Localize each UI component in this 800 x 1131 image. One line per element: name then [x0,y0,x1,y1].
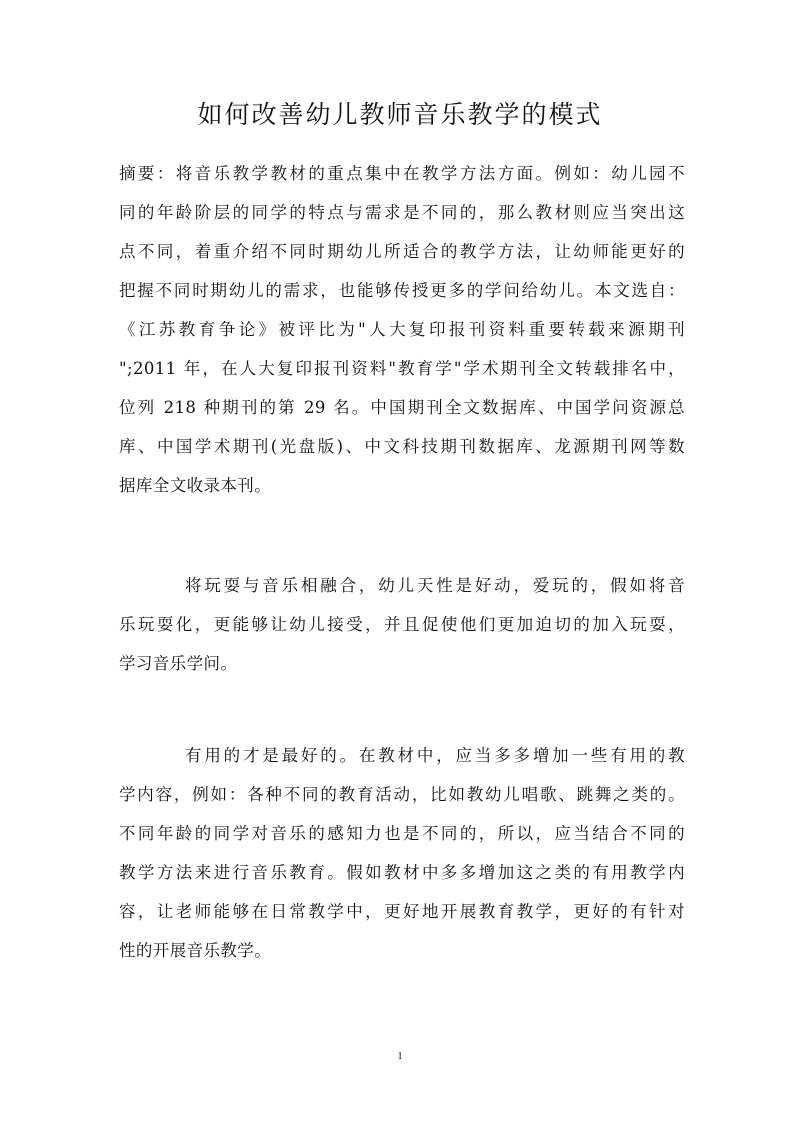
abstract-line: 位列 218 种期刊的第 29 名。中国期刊全文数据库、中国学问资源总 [119,398,685,417]
paragraph-line: 乐玩耍化，更能够让幼儿接受，并且促使他们更加迫切的加入玩耍， [119,615,685,634]
paragraph-line: 学习音乐学问。 [119,654,238,673]
abstract-line: 同的年龄阶层的同学的特点与需求是不同的，那么教材则应当突出这 [119,203,685,222]
paragraph-line: 不同年龄的同学对音乐的感知力也是不同的，所以，应当结合不同的 [119,824,685,843]
paragraph-line: 容，让老师能够在日常教学中，更好地开展教育教学，更好的有针对 [119,902,685,921]
abstract-line: 摘要：将音乐教学教材的重点集中在教学方法方面。例如：幼儿园不 [119,164,685,183]
paragraph-line: 将玩耍与音乐相融合，幼儿天性是好动，爱玩的，假如将音 [185,576,685,595]
abstract-line: ";2011 年，在人大复印报刊资料"教育学"学术期刊全文转载排名中， [119,359,685,378]
abstract-line: 据库全文收录本刊。 [119,476,272,495]
page-number: 1 [397,1050,403,1062]
abstract-line: 《江苏教育争论》被评比为"人大复印报刊资料重要转载来源期刊 [119,320,685,339]
abstract-paragraph [119,154,685,505]
paragraph-line: 性的开展音乐教学。 [119,941,272,960]
abstract-line: 把握不同时期幼儿的需求，也能够传授更多的学问给幼儿。本文选自： [119,281,685,300]
paragraph-1 [119,566,685,683]
abstract-line: 库、中国学术期刊(光盘版)、中文科技期刊数据库、龙源期刊网等数 [119,437,685,456]
paragraph-line: 教学方法来进行音乐教育。假如教材中多多增加这之类的有用教学内 [119,863,685,882]
document-title: 如何改善幼儿教师音乐教学的模式 [197,100,603,129]
paragraph-2 [119,736,685,970]
abstract-line: 点不同，着重介绍不同时期幼儿所适合的教学方法，让幼师能更好的 [119,242,685,261]
paragraph-line: 有用的才是最好的。在教材中，应当多多增加一些有用的教 [185,746,685,765]
paragraph-line: 学内容，例如：各种不同的教育活动，比如教幼儿唱歌、跳舞之类的。 [119,785,685,804]
